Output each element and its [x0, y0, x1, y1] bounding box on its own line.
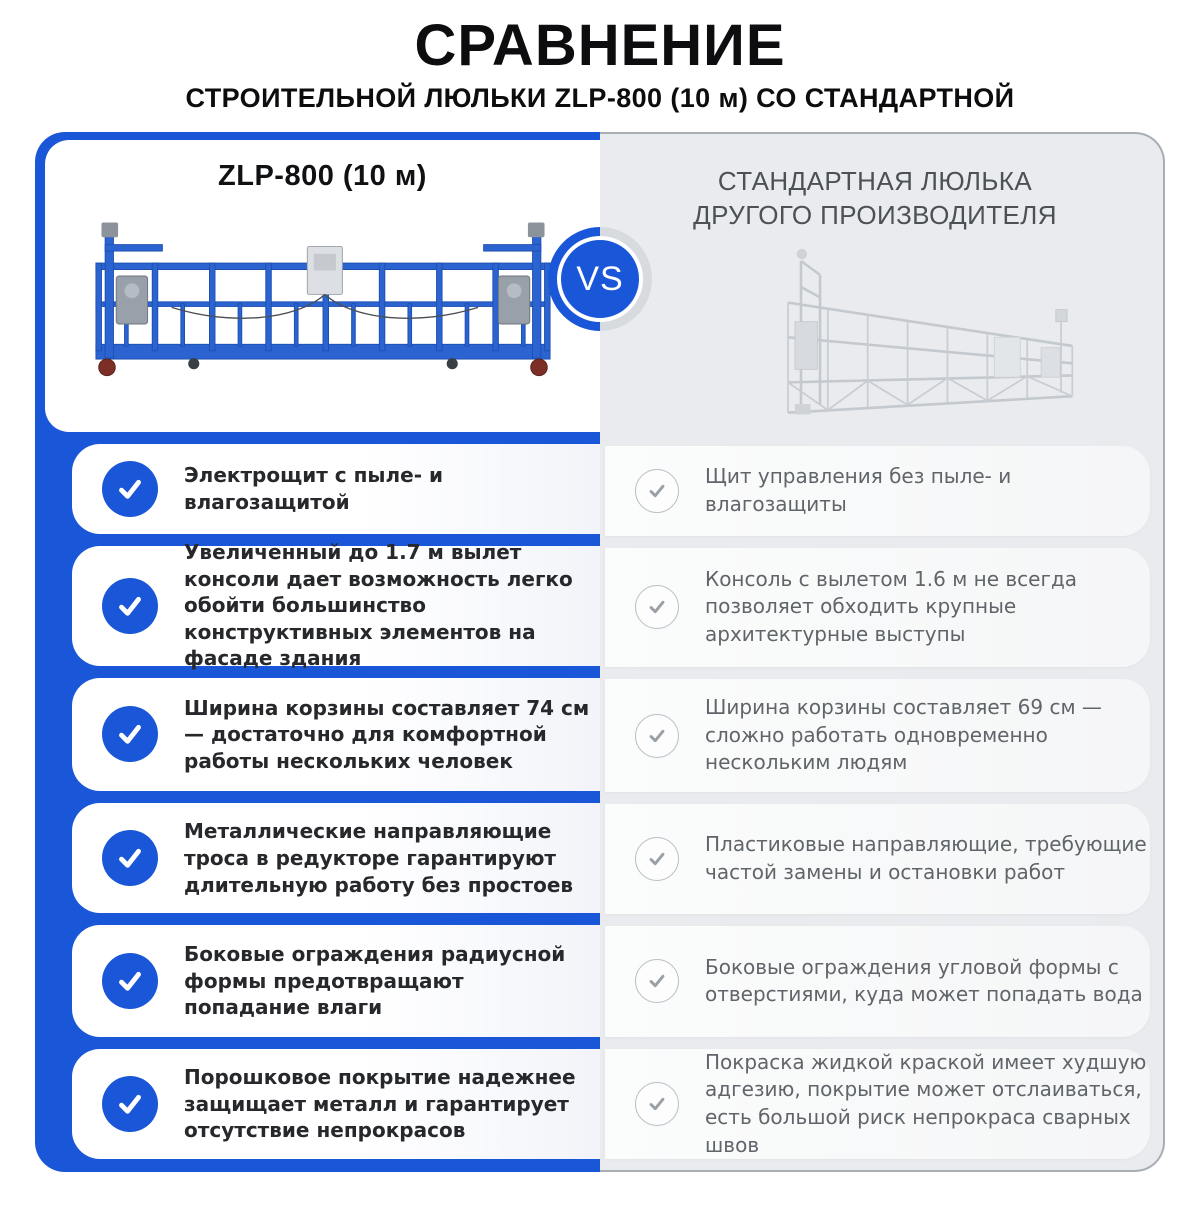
blue-cradle-image [83, 207, 563, 393]
check-icon [102, 578, 158, 634]
comparison-board [35, 132, 1165, 1172]
check-icon-gray [635, 837, 679, 881]
right-column-standard [600, 132, 1165, 1172]
check-icon [102, 706, 158, 762]
advantage-text: Боковые ограждения радиусной формы предотвращают попадание влаги [184, 942, 566, 1020]
drawback-row [605, 1049, 1150, 1159]
advantage-text: Металлические направляющие троса в редукторе гарантируют длительную работу без простоев [184, 819, 574, 897]
drawback-row [605, 926, 1150, 1037]
check-icon [102, 461, 158, 517]
drawback-text: Пластиковые направляющие, требующие частой замены и остановки работ [705, 832, 1147, 884]
advantage-text: Порошковое покрытие надежнее защищает металл и гарантирует отсутствие непрокрасов [184, 1065, 576, 1143]
advantage-text: Увеличенный до 1.7 м вылет консоли дает возможность легко обойти большинство конструктивных элементов на фасаде здания [184, 540, 573, 671]
right-product-panel [600, 140, 1150, 434]
vs-badge [548, 227, 652, 331]
left-product-panel [45, 140, 600, 432]
vs-label: VS [557, 236, 643, 322]
page-title: СРАВНЕНИЕ [414, 13, 786, 78]
advantage-row [72, 678, 600, 792]
check-icon-gray [635, 959, 679, 1003]
advantage-text: Электрощит с пыле- и влагозащитой [184, 462, 444, 514]
advantage-row [72, 1049, 600, 1159]
gray-cradle-image [705, 235, 1105, 434]
right-product-title: СТАНДАРТНАЯ ЛЮЛЬКА ДРУГОГО ПРОИЗВОДИТЕЛЯ [693, 166, 1057, 231]
advantage-text: Ширина корзины составляет 74 см — достаточно для комфортной работы нескольких человек [184, 695, 590, 773]
left-product-title: ZLP-800 (10 м) [218, 160, 427, 192]
advantage-row [72, 540, 600, 671]
check-icon-gray [635, 714, 679, 758]
advantage-row [72, 444, 600, 534]
check-icon [102, 1076, 158, 1132]
check-icon-gray [635, 1082, 679, 1126]
left-column-zlp800 [35, 132, 600, 1172]
drawback-text: Покраска жидкой краской имеет худшую адгезию, покрытие может отслаиваться, есть большой риск непрокраса сварных швов [705, 1049, 1147, 1157]
check-icon [102, 830, 158, 886]
drawback-row [605, 804, 1150, 913]
advantage-row [72, 803, 600, 913]
drawback-row [605, 548, 1150, 667]
check-icon-gray [635, 585, 679, 629]
check-icon-gray [635, 469, 679, 513]
drawback-row [605, 446, 1150, 536]
check-icon [102, 953, 158, 1009]
drawback-text: Консоль с вылетом 1.6 м не всегда позволяет обходить крупные архитектурные выступы [705, 566, 1078, 646]
drawback-text: Боковые ограждения угловой формы с отверстиями, куда может попадать вода [705, 954, 1143, 1007]
drawback-row [605, 679, 1150, 792]
page-subtitle: СТРОИТЕЛЬНОЙ ЛЮЛЬКИ ZLP-800 (10 м) СО СТАНДАРТНОЙ [185, 83, 1015, 113]
drawback-text: Ширина корзины составляет 69 см — сложно работать одновременно нескольким людям [705, 695, 1102, 775]
advantage-row [72, 925, 600, 1037]
drawback-text: Щит управления без пыле- и влагозащиты [705, 464, 1012, 516]
